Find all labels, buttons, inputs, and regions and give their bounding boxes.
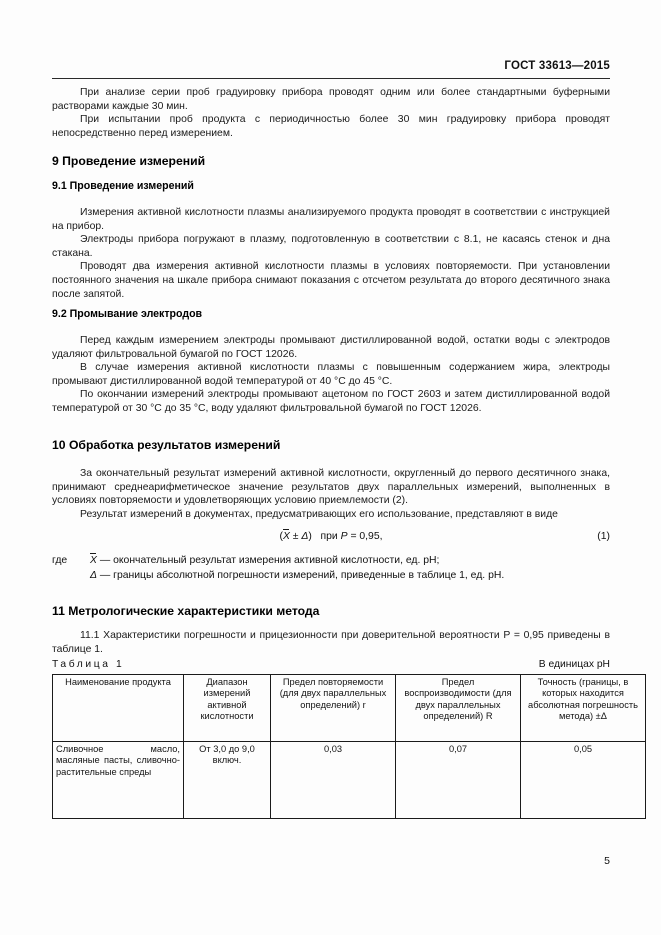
formula-expression [52,530,610,544]
section-11-body [52,629,610,656]
where-definitions [90,554,610,583]
formula-condition-value: = 0,95, [350,531,383,542]
formula-condition-var: P [340,531,348,542]
cell-range: От 3,0 до 9,0 включ. [184,742,271,819]
formula-row [52,530,610,546]
section-11-heading [52,603,610,619]
paragraph-4: Электроды прибора погружают в плазму, подготовленную в соответствии с 8.1, не касаясь стенок и дна стакана. [52,234,610,259]
paragraph-7: В случае измерения активной кислотности плазмы с повышенным содержанием жира, электроды промывают дистиллированной водой температурой от 40 °С до 45 °С. [52,362,610,387]
formula-condition-word: при [320,531,338,542]
formula-number: (1) [597,531,610,542]
heading-9-2: 9.2 Промывание электродов [52,308,203,320]
definition-x [90,554,610,569]
section-10-body [52,467,610,521]
definition-x-symbol: X [90,554,97,569]
definition-delta-text: — границы абсолютной погрешности измерений, приведенные в таблице 1, ед. рН. [96,569,505,581]
formula-delta-symbol: Δ [301,531,309,542]
paragraph-8: По окончании измерений электроды промывают ацетоном по ГОСТ 2603 и затем дистиллированной водой температурой от 30 °С до 35 °С, воду удаляют фильтровальной бумагой по ГОСТ 12026. [52,389,610,414]
table-body [53,742,646,819]
paragraph-9: За окончательный результат измерений активной кислотности, округленный до первого десятичного знака, принимают среднеарифметическое значение результатов двух параллельных измерений, выполненных в условиях повторяемости и удовлетворяющих условию приемлемости (2). [52,468,610,507]
cell-reproducibility: 0,07 [396,742,521,819]
paragraph-11-1: 11.1 Характеристики погрешности и прицезионности при доверительной вероятности P = 0,95 приведены в таблице 1. [52,630,610,655]
cell-repeatability: 0,03 [271,742,396,819]
formula-plus-minus: ± [289,531,302,542]
section-9-1-heading [52,179,610,193]
heading-section-11: 11 Метрологические характеристики метода [52,604,320,618]
cell-accuracy: 0,05 [521,742,646,819]
table-caption-left: Таблица 1 [52,659,125,670]
section-9-1-body [52,206,610,301]
definition-delta [90,569,610,584]
table-header-repeatability: Предел повторяемости (для двух параллельных определений) r [271,675,396,742]
paragraph-3: Измерения активной кислотности плазмы анализируемого продукта проводят в соответствии с инструкцией на прибор. [52,207,610,232]
paragraph-5: Проводят два измерения активной кислотности плазмы в условиях повторяемости. При установлении постоянного значения на шкале прибора снимают показания с отсчетом результата до второго десятичного знака после запятой. [52,261,610,300]
section-9-heading [52,153,610,169]
table-row [53,742,646,819]
table-header-row [53,675,646,742]
table-caption-right: В единицах pH [538,659,610,670]
heading-section-9: 9 Проведение измерений [52,154,206,168]
heading-section-10: 10 Обработка результатов измерений [52,438,281,452]
section-9-2-body [52,334,610,416]
header-rule [52,78,610,79]
formula-x-mean-symbol: X [282,531,290,542]
heading-9-1: 9.1 Проведение измерений [52,180,194,192]
definition-delta-symbol: Δ [90,569,97,581]
table-header-reproducibility: Предел воспроизводимости (для двух параллельных определений) R [396,675,521,742]
paragraph-2: При испытании проб продукта с периодичностью более 30 мин градуировку прибора проводят непосредственно перед измерением. [52,114,610,139]
table-header-product: Наименование продукта [53,675,184,742]
table-head [53,675,646,742]
intro-paragraphs [52,86,610,140]
paragraph-10: Результат измерений в документах, предусматривающих его использование, представляют в виде [80,508,558,520]
where-label: где [52,555,68,566]
table-header-range: Диапазон измерений активной кислотности [184,675,271,742]
section-10-heading [52,437,610,453]
paragraph-6: Перед каждым измерением электроды промывают дистиллированной водой, остатки воды с электродов удаляют фильтровальной бумагой по ГОСТ 12026. [52,335,610,360]
formula-paren-open: ( [279,531,283,542]
characteristics-table [52,674,646,819]
table-header-accuracy: Точность (границы, в которых находится абсолютная погрешность метода) ±Δ [521,675,646,742]
formula-paren-close: ) [308,531,312,542]
table-caption [52,659,610,673]
page-header: ГОСТ 33613—2015 [504,60,610,72]
cell-product: Сливочное масло, масляные пасты, сливочно-растительные спреды [53,742,184,819]
page-number: 5 [604,855,610,867]
paragraph-1: При анализе серии проб градуировку прибора проводят одним или более стандартными буферными растворами каждые 30 мин. [52,87,610,112]
section-9-2-heading [52,307,610,321]
definition-x-text: — окончательный результат измерения активной кислотности, ед. рН; [96,555,440,566]
